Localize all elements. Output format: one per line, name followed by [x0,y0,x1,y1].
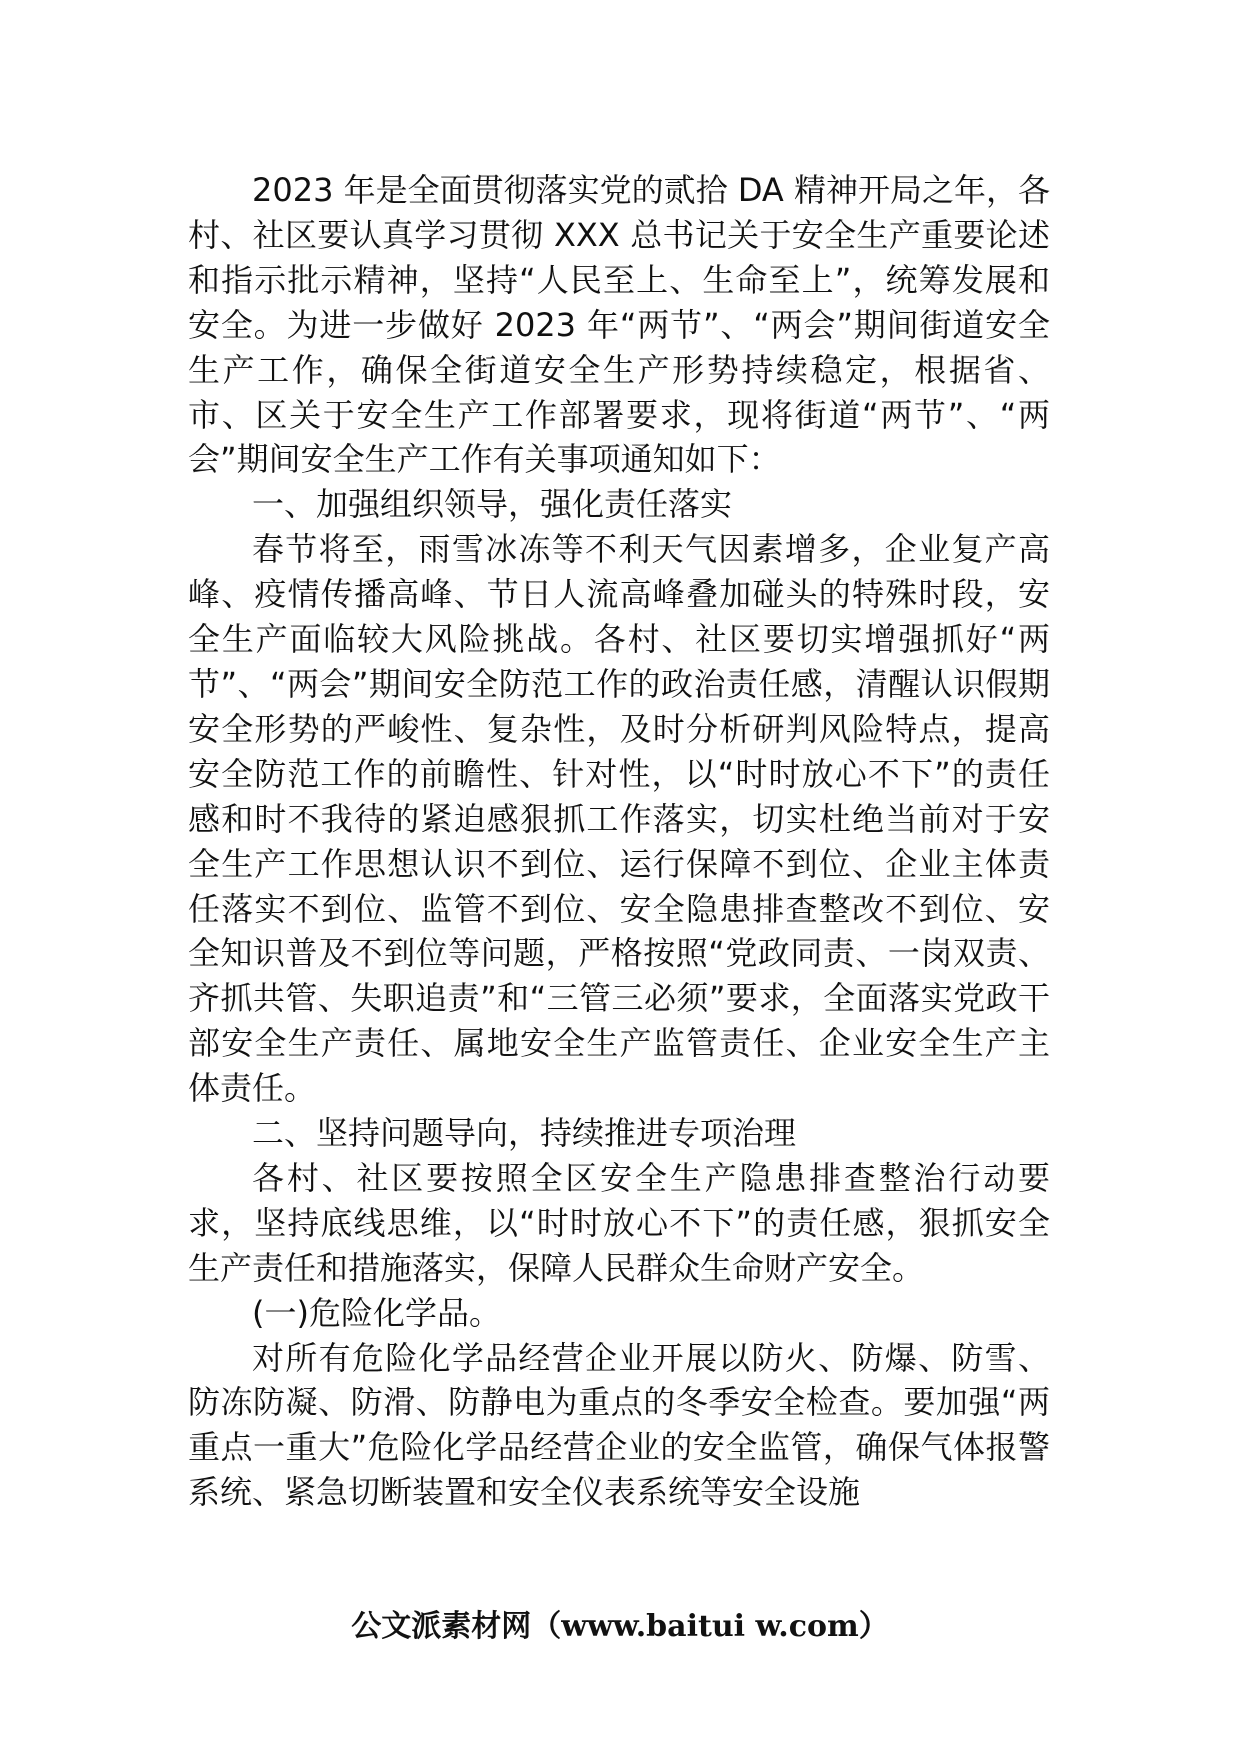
section-2-paragraph: 各村、社区要按照全区安全生产隐患排查整治行动要求，坚持底线思维，以“时时放心不下”的责任感，狠抓安全生产责任和措施落实，保障人民群众生命财产安全。 [188,1158,1050,1287]
intro-paragraph: 2023 年是全面贯彻落实党的贰拾 DA 精神开局之年，各村、社区要认真学习贯彻 XXX 总书记关于安全生产重要论述和指示批示精神，坚持“人民至上、生命至上”，统筹发展和安全。为进一步做好 2023 年“两节”、“两会”期间街道安全生产工作，确保全街道安全生产形势持续稳定，根据省、市、区关于安全生产工作部署要求，现将街道“两节”、“两会”期间安全生产工作有关事项通知如下： [188,171,1050,479]
document-body [188,168,1050,1515]
subsection-heading-1: (一)危险化学品。 [252,1293,501,1332]
footer-watermark-text: 公文派素材网（www.baitui w.com） [351,1609,889,1644]
section-heading-2: 二、坚持问题导向，持续推进专项治理 [252,1114,797,1153]
section-1-paragraph: 春节将至，雨雪冰冻等不利天气因素增多，企业复产高峰、疫情传播高峰、节日人流高峰叠加碰头的特殊时段，安全生产面临较大风险挑战。各村、社区要切实增强抓好“两节”、“两会”期间安全防范工作的政治责任感，清醒认识假期安全形势的严峻性、复杂性，及时分析研判风险特点，提高安全防范工作的前瞻性、针对性，以“时时放心不下”的责任感和时不我待的紧迫感狠抓工作落实，切实杜绝当前对于安全生产工作思想认识不到位、运行保障不到位、企业主体责任落实不到位、监管不到位、安全隐患排查整改不到位、安全知识普及不到位等问题，严格按照“党政同责、一岗双责、齐抓共管、失职追责”和“三管三必须”要求，全面落实党政干部安全生产责任、属地安全生产监管责任、企业安全生产主体责任。 [188,530,1050,1108]
subsection-1-paragraph: 对所有危险化学品经营企业开展以防火、防爆、防雪、防冻防凝、防滑、防静电为重点的冬季安全检查。要加强“两重点一重大”危险化学品经营企业的安全监管，确保气体报警系统、紧急切断装置和安全仪表系统等安全设施 [188,1338,1050,1512]
section-heading-1: 一、加强组织领导，强化责任落实 [252,485,733,524]
